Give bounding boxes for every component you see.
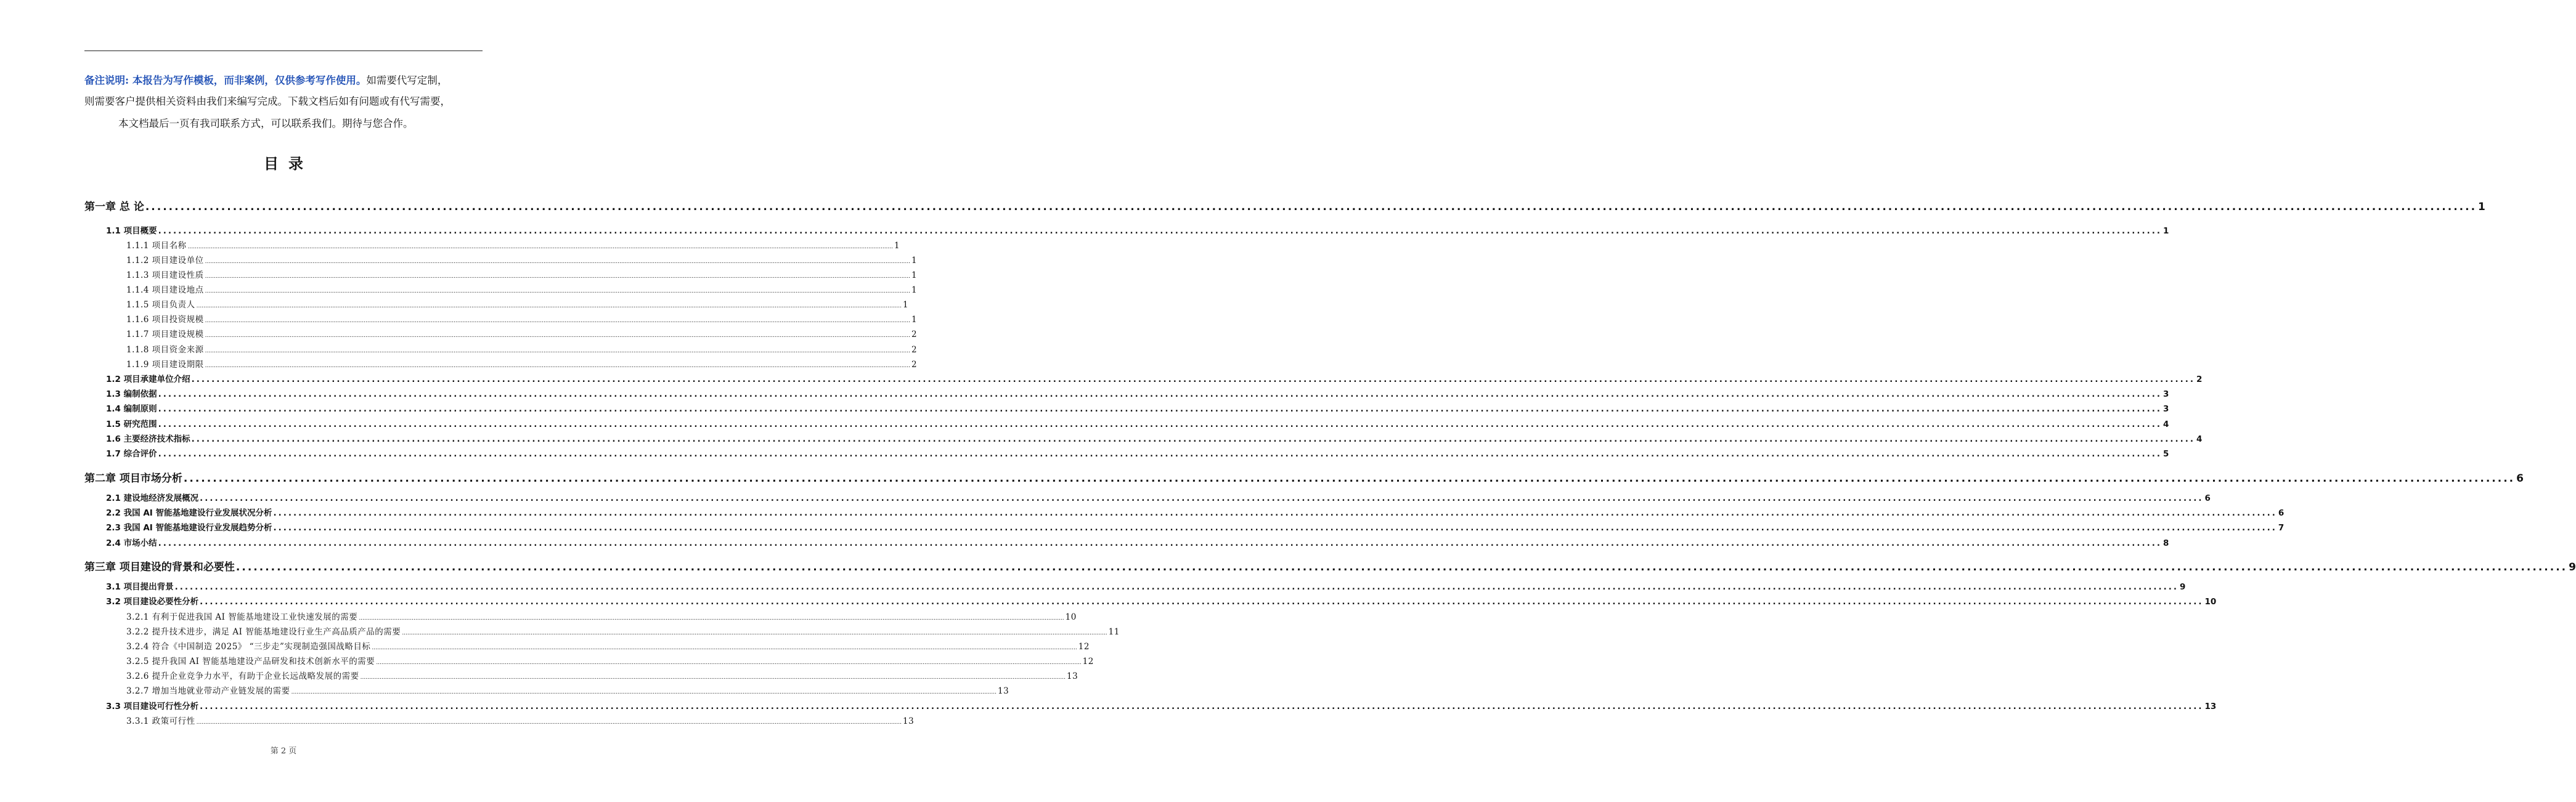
toc-entry-title: 1.3 编制依据 [106, 389, 157, 399]
toc-entry-title: 1.6 主要经济技术指标 [106, 434, 190, 444]
toc-leader-dots: ................................................................................................................................................................................................................................................................................................................................................................................................................ [273, 508, 2277, 518]
toc-entry-title: 3.2.6 提升企业竞争力水平，有助于企业长远战略发展的需要 [126, 671, 359, 681]
toc-entry-title: 3.3 项目建设可行性分析 [106, 702, 199, 711]
toc-entry[interactable] [126, 639, 1090, 652]
toc-leader-dots: ................................................................................................................................................................................................................................................................................................................................................................................................................ [196, 719, 902, 726]
toc-entry-title: 1.5 研究范围 [106, 419, 157, 429]
toc-leader-dots: ................................................................................................................................................................................................................................................................................................................................................................................................................ [359, 615, 1064, 622]
toc-entry[interactable] [126, 625, 1120, 637]
toc-entry[interactable] [126, 357, 918, 370]
toc-leader-dots: ................................................................................................................................................................................................................................................................................................................................................................................................................ [158, 419, 2162, 429]
toc-entry-page: 1 [911, 315, 918, 325]
toc-entry-page: 12 [1078, 642, 1090, 652]
toc-entry-title: 3.2.5 提升我国 AI 智能基地建设产品研发和技术创新水平的需要 [126, 657, 375, 666]
toc-entry-page: 10 [2204, 597, 2217, 607]
toc-leader-dots: ................................................................................................................................................................................................................................................................................................................................................................................................................ [205, 259, 910, 265]
toc-entry-page: 13 [2204, 702, 2217, 711]
toc-entry[interactable] [106, 580, 2186, 592]
toc-entry-title: 第二章 项目市场分析 [84, 472, 182, 485]
toc-entry-page: 1 [911, 285, 918, 295]
toc-entry-title: 3.2.1 有利于促进我国 AI 智能基地建设工业快速发展的需要 [126, 612, 358, 622]
toc-entry[interactable] [126, 312, 918, 325]
toc-entry-title: 1.1.9 项目建设期限 [126, 360, 204, 370]
toc-leader-dots: ................................................................................................................................................................................................................................................................................................................................................................................................................ [196, 303, 902, 309]
toc-entry-title: 第三章 项目建设的背景和必要性 [84, 561, 235, 573]
toc-entry[interactable] [126, 253, 918, 265]
toc-title: 目录 [264, 155, 313, 172]
toc-entry[interactable] [84, 198, 2485, 213]
toc-entry-page: 11 [1108, 627, 1120, 637]
notice-highlight: 备注说明: 本报告为写作模板，而非案例，仅供参考写作使用。 [84, 75, 367, 86]
toc-entry[interactable] [106, 699, 2217, 711]
toc-entry-page: 1 [894, 241, 900, 251]
toc-entry-title: 3.2.2 提升技术进步，满足 AI 智能基地建设行业生产高品质产品的需要 [126, 627, 401, 637]
toc-entry-page: 1 [2163, 226, 2169, 236]
toc-entry-page: 1 [911, 270, 918, 280]
toc-entry-page: 4 [2163, 419, 2169, 429]
toc-entry[interactable] [126, 342, 918, 355]
toc-entry[interactable] [126, 298, 909, 310]
toc-entry-page: 4 [2196, 434, 2203, 444]
toc-leader-dots: ................................................................................................................................................................................................................................................................................................................................................................................................................ [360, 674, 1066, 681]
toc-entry[interactable] [106, 224, 2169, 236]
toc-entry-page: 1 [2478, 201, 2485, 213]
toc-entry-page: 5 [2163, 449, 2169, 459]
toc-entry-page: 2 [911, 330, 918, 339]
toc-entry[interactable] [106, 447, 2169, 459]
toc-entry[interactable] [106, 372, 2203, 384]
toc-leader-dots: ................................................................................................................................................................................................................................................................................................................................................................................................................ [200, 597, 2204, 607]
toc-leader-dots: ................................................................................................................................................................................................................................................................................................................................................................................................................ [145, 201, 2477, 213]
toc-entry-title: 3.2.7 增加当地就业带动产业链发展的需要 [126, 686, 290, 696]
toc-entry-title: 1.1.6 项目投资规模 [126, 315, 204, 325]
toc-leader-dots: ................................................................................................................................................................................................................................................................................................................................................................................................................ [158, 449, 2162, 459]
toc-entry-title: 1.1.1 项目名称 [126, 241, 187, 251]
toc-entry[interactable] [84, 469, 2524, 485]
toc-entry[interactable] [106, 387, 2169, 399]
toc-leader-dots: ................................................................................................................................................................................................................................................................................................................................................................................................................ [205, 273, 910, 280]
toc-entry-title: 1.4 编制原则 [106, 404, 157, 414]
toc-leader-dots: ................................................................................................................................................................................................................................................................................................................................................................................................................ [191, 375, 2195, 384]
toc-leader-dots: ................................................................................................................................................................................................................................................................................................................................................................................................................ [235, 561, 2568, 573]
toc-entry-title: 3.3.1 政策可行性 [126, 716, 195, 726]
toc-entry-title: 2.4 市场小结 [106, 538, 157, 548]
toc-leader-dots: ................................................................................................................................................................................................................................................................................................................................................................................................................ [191, 434, 2195, 444]
toc-leader-dots: ................................................................................................................................................................................................................................................................................................................................................................................................................ [158, 538, 2162, 548]
toc-entry-title: 2.2 我国 AI 智能基地建设行业发展状况分析 [106, 508, 272, 518]
toc-entry[interactable] [106, 506, 2285, 518]
toc-entry-page: 2 [911, 360, 918, 370]
toc-entry[interactable] [126, 327, 918, 339]
toc-entry-title: 2.3 我国 AI 智能基地建设行业发展趋势分析 [106, 523, 272, 533]
notice-line-1-rest: 如需要代写定制， [366, 75, 448, 86]
toc-leader-dots: ................................................................................................................................................................................................................................................................................................................................................................................................................ [273, 523, 2277, 533]
toc-entry-title: 2.1 建设地经济发展概况 [106, 493, 199, 503]
toc-entry-title: 3.1 项目提出背景 [106, 582, 174, 592]
toc-entry[interactable] [106, 520, 2285, 533]
toc-entry-title: 1.7 综合评价 [106, 449, 157, 459]
toc-entry-page: 6 [2516, 472, 2524, 485]
toc-entry[interactable] [106, 432, 2203, 444]
toc-leader-dots: ................................................................................................................................................................................................................................................................................................................................................................................................................ [402, 630, 1107, 636]
toc-entry-page: 13 [997, 686, 1009, 696]
toc-entry-title: 1.1 项目概要 [106, 226, 157, 236]
toc-entry-page: 13 [1066, 671, 1078, 681]
notice-line-2: 则需要客户提供相关资料由我们来编写完成。下载文档后如有问题或有代写需要， [84, 95, 450, 107]
toc-leader-dots: ................................................................................................................................................................................................................................................................................................................................................................................................................ [205, 333, 910, 339]
toc-entry-title: 1.1.8 项目资金来源 [126, 345, 204, 355]
toc-entry[interactable] [126, 714, 915, 726]
toc-entry[interactable] [126, 684, 1009, 696]
toc-entry-page: 3 [2163, 389, 2169, 399]
toc-entry-title: 1.2 项目承建单位介绍 [106, 375, 190, 384]
toc-entry-page: 9 [2180, 582, 2186, 592]
toc-entry-page: 1 [911, 256, 918, 265]
toc-leader-dots: ................................................................................................................................................................................................................................................................................................................................................................................................................ [291, 689, 997, 695]
toc-entry[interactable] [106, 594, 2217, 607]
toc-entry-title: 1.1.5 项目负责人 [126, 300, 195, 310]
toc-entry-page: 7 [2278, 523, 2285, 533]
toc-leader-dots: ................................................................................................................................................................................................................................................................................................................................................................................................................ [174, 582, 2179, 592]
toc-entry-title: 1.1.2 项目建设单位 [126, 256, 204, 265]
toc-entry-page: 10 [1065, 612, 1077, 622]
toc-leader-dots: ................................................................................................................................................................................................................................................................................................................................................................................................................ [205, 288, 910, 294]
toc-leader-dots: ................................................................................................................................................................................................................................................................................................................................................................................................................ [183, 472, 2516, 485]
toc-leader-dots: ................................................................................................................................................................................................................................................................................................................................................................................................................ [158, 404, 2162, 414]
toc-entry-page: 6 [2204, 493, 2211, 503]
toc-entry-title: 1.1.4 项目建设地点 [126, 285, 204, 295]
toc-entry-page: 1 [903, 300, 909, 310]
toc-entry-page: 12 [1082, 657, 1094, 666]
toc-leader-dots: ................................................................................................................................................................................................................................................................................................................................................................................................................ [200, 702, 2204, 711]
toc-entry[interactable] [106, 402, 2169, 414]
toc-leader-dots: ................................................................................................................................................................................................................................................................................................................................................................................................................ [187, 244, 893, 250]
toc-entry-title: 1.1.7 项目建设规模 [126, 330, 204, 339]
toc-leader-dots: ................................................................................................................................................................................................................................................................................................................................................................................................................ [205, 363, 910, 369]
toc-entry[interactable] [126, 238, 900, 251]
toc-leader-dots: ................................................................................................................................................................................................................................................................................................................................................................................................................ [205, 348, 910, 354]
page-footer: 第 2 页 [270, 747, 297, 756]
toc-entry-title: 第一章 总 论 [84, 201, 144, 213]
toc-entry[interactable] [106, 491, 2211, 503]
toc-entry[interactable] [84, 558, 2576, 573]
toc-entry[interactable] [126, 654, 1094, 666]
toc-entry-title: 3.2.4 符合《中国制造 2025》 “三步走”实现制造强国战略目标 [126, 642, 371, 652]
toc-leader-dots: ................................................................................................................................................................................................................................................................................................................................................................................................................ [376, 660, 1082, 666]
toc-entry-page: 6 [2278, 508, 2285, 518]
toc-entry-page: 2 [911, 345, 918, 355]
toc-entry-page: 9 [2569, 561, 2576, 573]
notice-line-3: 本文档最后一页有我司联系方式，可以联系我们。期待与您合作。 [118, 118, 414, 129]
toc-leader-dots: ................................................................................................................................................................................................................................................................................................................................................................................................................ [158, 389, 2162, 399]
toc-leader-dots: ................................................................................................................................................................................................................................................................................................................................................................................................................ [200, 493, 2204, 503]
toc-leader-dots: ................................................................................................................................................................................................................................................................................................................................................................................................................ [372, 645, 1077, 651]
toc-entry[interactable] [106, 536, 2169, 548]
toc-entry[interactable] [126, 669, 1078, 681]
toc-entry[interactable] [126, 610, 1077, 622]
toc-leader-dots: ................................................................................................................................................................................................................................................................................................................................................................................................................ [158, 226, 2162, 236]
toc-entry-title: 1.1.3 项目建设性质 [126, 270, 204, 280]
toc-entry-page: 8 [2163, 538, 2169, 548]
toc-entry-page: 2 [2196, 375, 2203, 384]
toc-entry-page: 3 [2163, 404, 2169, 414]
toc-entry[interactable] [126, 268, 918, 280]
toc-entry-page: 13 [903, 716, 915, 726]
toc-leader-dots: ................................................................................................................................................................................................................................................................................................................................................................................................................ [205, 318, 910, 324]
toc-entry[interactable] [126, 283, 918, 295]
toc-entry[interactable] [106, 417, 2169, 429]
toc-entry-title: 3.2 项目建设必要性分析 [106, 597, 199, 607]
